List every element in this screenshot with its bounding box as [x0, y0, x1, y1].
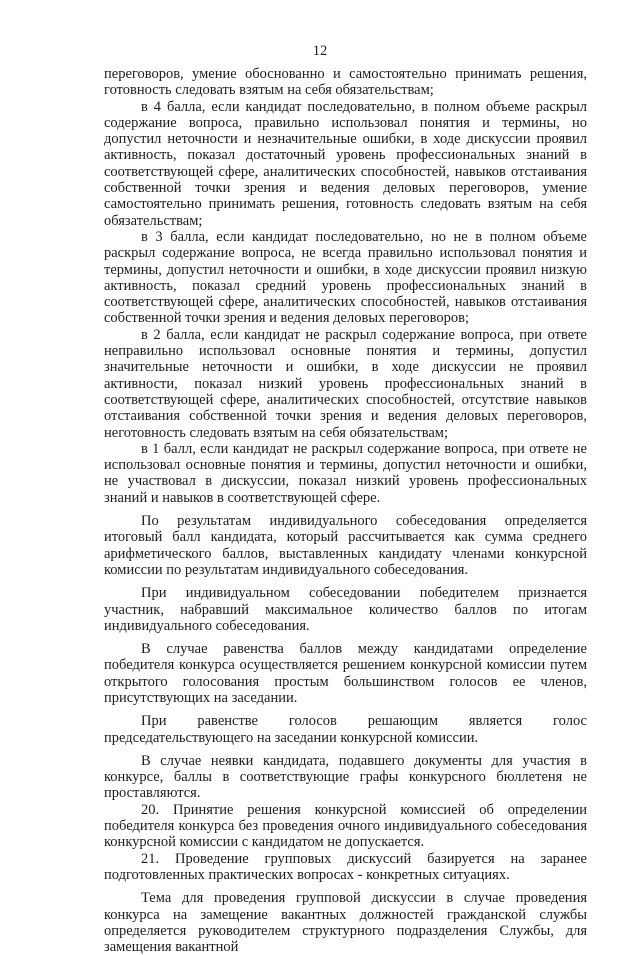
- document-body: [104, 66, 587, 955]
- paragraph-item-20: 20. Принятие решения конкурсной комиссией об определении победителя конкурса без проведения очного индивидуального собеседования конкурсной комиссии с кандидатом не допускается.: [104, 801, 587, 851]
- paragraph-tie-vote: При равенстве голосов решающим является голос председательствующего на заседании конкурсной комиссии.: [104, 713, 587, 746]
- paragraph-continuation: переговоров, умение обоснованно и самостоятельно принимать решения, готовность следовать взятым на себя обязательствам;: [104, 66, 587, 99]
- paragraph-final-score: По результатам индивидуального собеседования определяется итоговый балл кандидата, который рассчитывается как сумма среднего арифметического баллов, выставленных кандидату членами конкурсной комиссии по результатам индивидуального собеседования.: [104, 513, 587, 578]
- page-number: 12: [312, 43, 328, 59]
- paragraph-no-show: В случае неявки кандидата, подавшего документы для участия в конкурсе, баллы в соответствующие графы конкурсного бюллетеня не проставляются.: [104, 752, 587, 802]
- paragraph-item-21: 21. Проведение групповых дискуссий базируется на заранее подготовленных практических вопросах - конкретных ситуациях.: [104, 850, 587, 883]
- paragraph-winner: При индивидуальном собеседовании победителем признается участник, набравший максимальное количество баллов по итогам индивидуального собеседования.: [104, 585, 587, 634]
- paragraph-tie-break: В случае равенства баллов между кандидатами определение победителя конкурса осуществляется решением конкурсной комиссии путем открытого голосования простым большинством голосов ее членов, присутствующих на заседании.: [104, 641, 587, 706]
- paragraph-score-3: в 3 балла, если кандидат последовательно, но не в полном объеме раскрыл содержание вопроса, не всегда правильно использовал понятия и термины, допустил неточности и ошибки, в ходе дискуссии проявил низкую активность, показал средний уровень профессиональных знаний в соответствующей сфере, аналитических способностей, навыков отстаивания собственной точки зрения и ведения деловых переговоров;: [104, 228, 587, 327]
- paragraph-discussion-topic: Тема для проведения групповой дискуссии в случае проведения конкурса на замещение вакантных должностей гражданской службы определяется руководителем структурного подразделения Службы, для замещения вакантной: [104, 890, 587, 955]
- paragraph-score-1: в 1 балл, если кандидат не раскрыл содержание вопроса, при ответе не использовал основные понятия и термины, допустил неточности и ошибки, не участвовал в дискуссии, показал низкий уровень профессиональных знаний и навыков в соответствующей сфере.: [104, 440, 587, 506]
- paragraph-score-4: в 4 балла, если кандидат последовательно, в полном объеме раскрыл содержание вопроса, правильно использовал понятия и термины, но допустил неточности и незначительные ошибки, в ходе дискуссии проявил активность, показал достаточный уровень профессиональных знаний в соответствующей сфере, аналитических способностей, навыков отстаивания собственной точки зрения и ведения деловых переговоров, умение самостоятельно принимать решения, готовность следовать взятым на себя обязательствам;: [104, 98, 587, 229]
- paragraph-score-2: в 2 балла, если кандидат не раскрыл содержание вопроса, при ответе неправильно использовал основные понятия и термины, допустил значительные неточности и ошибки, в ходе дискуссии не проявил активности, показал низкий уровень профессиональных знаний в соответствующей сфере, аналитических способностей, отсутствие навыков отстаивания собственной точки зрения и ведения деловых переговоров, неготовность следовать взятым на себя обязательствам;: [104, 326, 587, 441]
